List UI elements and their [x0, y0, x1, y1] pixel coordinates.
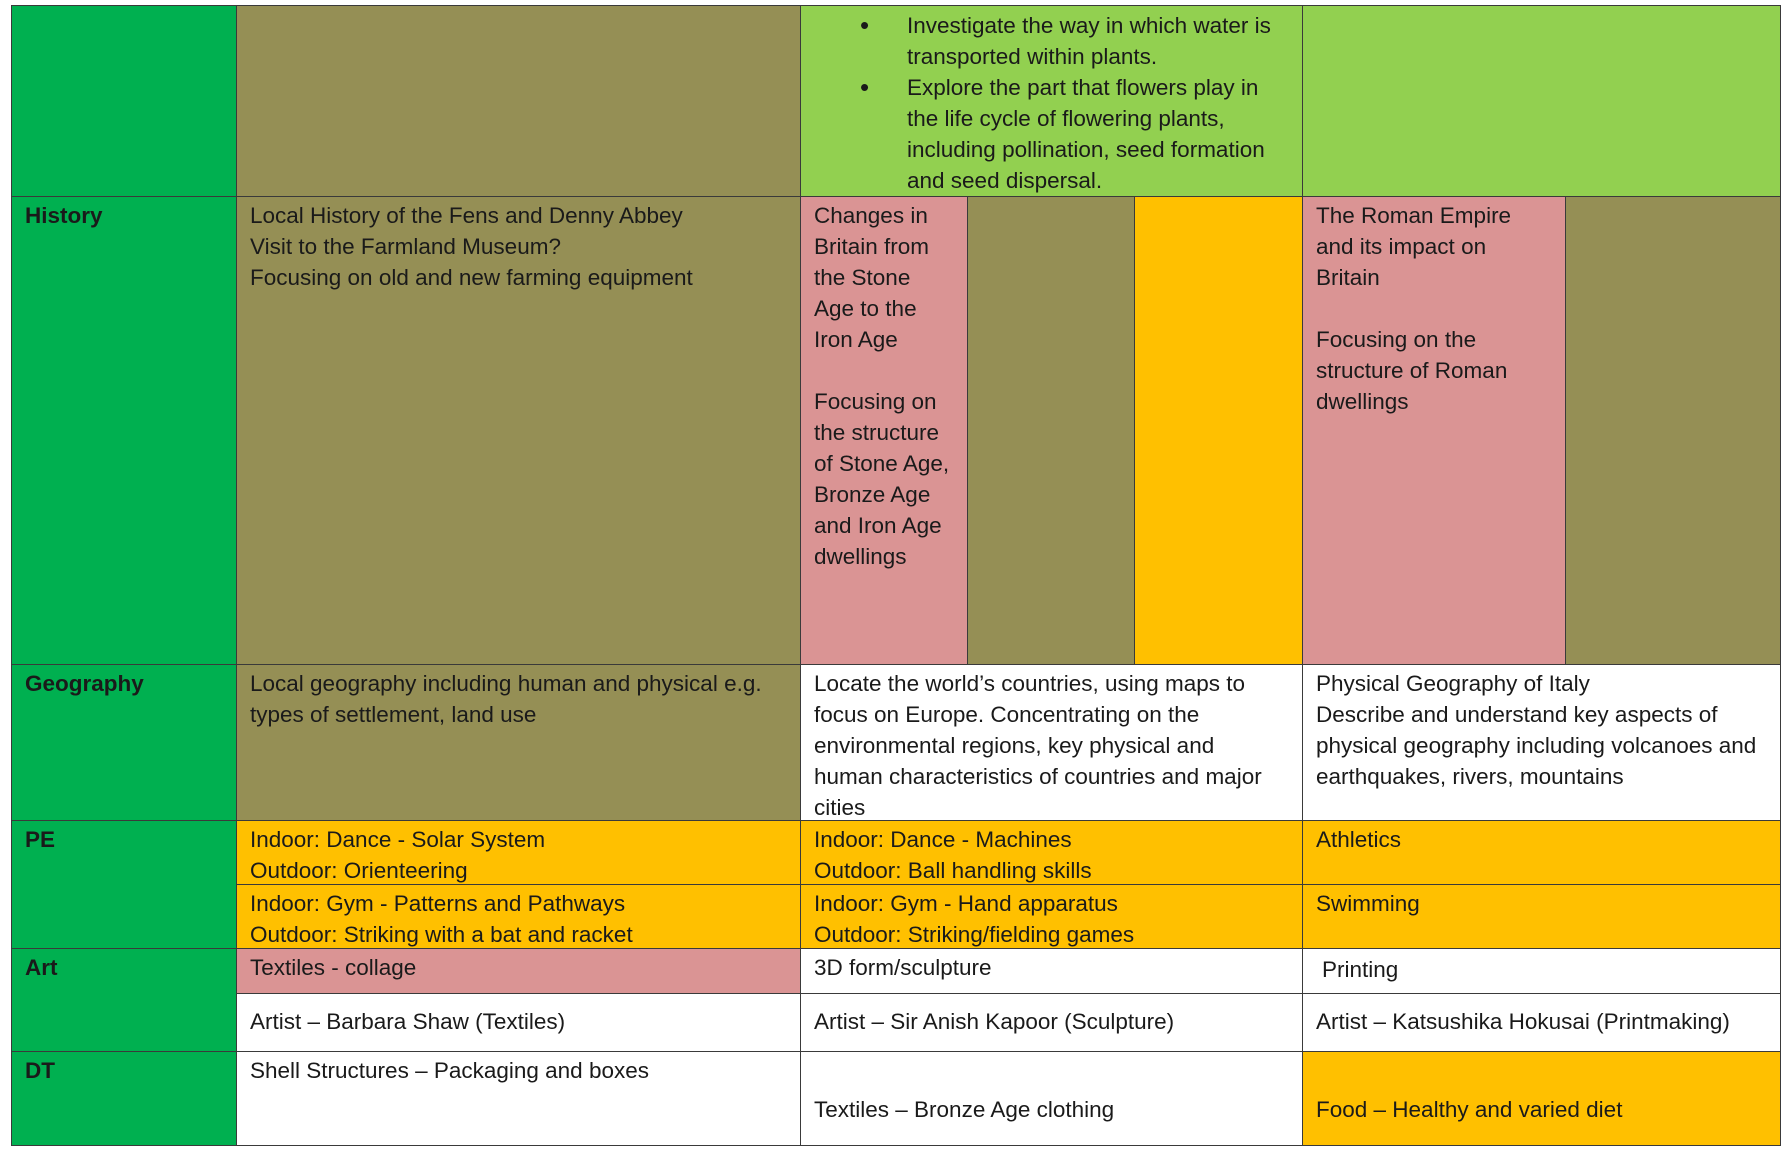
pe-row1-col1-line-2: Outdoor: Orienteering [250, 858, 468, 883]
geography-col2-text: Locate the world’s countries, using maps to focus on Europe. Concentrating on the environmental regions, key physical and human characteristics of countries and major cities [814, 671, 1262, 820]
geography-subject-cell [11, 664, 237, 821]
pe-row2-col3-text: Swimming [1316, 891, 1420, 916]
pe-row2-col2-line-2: Outdoor: Striking/fielding games [814, 922, 1135, 947]
dt-col1-cell [236, 1051, 801, 1146]
art-row1-col3-cell [1302, 948, 1781, 994]
subject-label-history: History [25, 203, 103, 228]
geography-col1-cell [236, 664, 801, 821]
science-col1-cell [236, 5, 801, 197]
pe-row2-col2-cell [800, 884, 1303, 949]
history-subject-cell [11, 196, 237, 665]
science-col2-cell [800, 5, 1303, 197]
pe-row1-col2-line-2: Outdoor: Ball handling skills [814, 858, 1092, 883]
science-col3-cell [1302, 5, 1781, 197]
history-roman-focus: Focusing on the structure of Roman dwellings [1316, 327, 1508, 414]
art-row2-col1-cell [236, 993, 801, 1052]
geography-col3-title: Physical Geography of Italy [1316, 671, 1590, 696]
subject-label-pe: PE [25, 827, 56, 852]
art-row1-col2-cell [800, 948, 1303, 994]
dt-col2-text: Textiles – Bronze Age clothing [814, 1097, 1115, 1122]
subject-label-dt: DT [25, 1058, 55, 1083]
dt-col1-text: Shell Structures – Packaging and boxes [250, 1058, 649, 1083]
pe-row1-col3-text: Athletics [1316, 827, 1402, 852]
history-col1-line-2: Visit to the Farmland Museum? [250, 234, 561, 259]
subject-label-geography: Geography [25, 671, 144, 696]
art-row2-col1-text: Artist – Barbara Shaw (Textiles) [250, 1009, 566, 1034]
subject-label-art: Art [25, 955, 58, 980]
pe-row1-col2-line-1: Indoor: Dance - Machines [814, 827, 1072, 852]
pe-row2-col2-line-1: Indoor: Gym - Hand apparatus [814, 891, 1118, 916]
history-col1-line-3: Focusing on old and new farming equipment [250, 265, 693, 290]
pe-row1-col3-cell [1302, 820, 1781, 885]
art-row1-col3-text: Printing [1322, 957, 1399, 982]
history-stone-age-focus: Focusing on the structure of Stone Age, Bronze Age and Iron Age dwellings [814, 389, 950, 569]
pe-subject-cell [11, 820, 237, 949]
dt-col2-cell [800, 1051, 1303, 1146]
art-row2-col3-text: Artist – Katsushika Hokusai (Printmaking) [1316, 1009, 1730, 1034]
dt-col3-text: Food – Healthy and varied diet [1316, 1097, 1623, 1122]
science-objective-1: • Investigate the way in which water is transported within plants. [907, 10, 1289, 72]
history-col2b-cell [967, 196, 1135, 665]
geography-col3-cell [1302, 664, 1781, 821]
pe-row2-col1-line-2: Outdoor: Striking with a bat and racket [250, 922, 633, 947]
art-row1-col2-text: 3D form/sculpture [814, 955, 992, 980]
geography-col1-text: Local geography including human and physical e.g. types of settlement, land use [250, 671, 762, 727]
geography-col3-body: Describe and understand key aspects of physical geography including volcanoes and earthquakes, rivers, mountains [1316, 702, 1757, 789]
art-row2-col3-cell [1302, 993, 1781, 1052]
history-col1-cell [236, 196, 801, 665]
art-row2-col2-text: Artist – Sir Anish Kapoor (Sculpture) [814, 1009, 1175, 1034]
dt-subject-cell [11, 1051, 237, 1146]
science-subject-cell [11, 5, 237, 197]
art-row2-col2-cell [800, 993, 1303, 1052]
pe-row1-col1-line-1: Indoor: Dance - Solar System [250, 827, 546, 852]
pe-row2-col1-line-1: Indoor: Gym - Patterns and Pathways [250, 891, 626, 916]
history-col3a-cell [1302, 196, 1566, 665]
spacer [814, 355, 954, 386]
history-roman-title: The Roman Empire and its impact on Britain [1316, 203, 1512, 290]
art-row1-col1-cell [236, 948, 801, 994]
science-objectives-list [814, 10, 1289, 196]
history-col2c-cell [1134, 196, 1303, 665]
science-objective-2: • Explore the part that flowers play in the life cycle of flowering plants, including pollination, seed formation and seed dispersal. [907, 72, 1289, 196]
pe-row2-col1-cell [236, 884, 801, 949]
spacer [1316, 293, 1552, 324]
dt-col3-cell [1302, 1051, 1781, 1146]
pe-row1-col1-cell [236, 820, 801, 885]
pe-row1-col2-cell [800, 820, 1303, 885]
history-col2a-cell [800, 196, 968, 665]
pe-row2-col3-cell [1302, 884, 1781, 949]
art-subject-cell [11, 948, 237, 1052]
history-stone-age-title: Changes in Britain from the Stone Age to the Iron Age [814, 203, 930, 352]
history-col1-line-1: Local History of the Fens and Denny Abbey [250, 203, 683, 228]
art-row1-col1-text: Textiles - collage [250, 955, 417, 980]
history-col3b-cell [1565, 196, 1781, 665]
geography-col2-cell [800, 664, 1303, 821]
